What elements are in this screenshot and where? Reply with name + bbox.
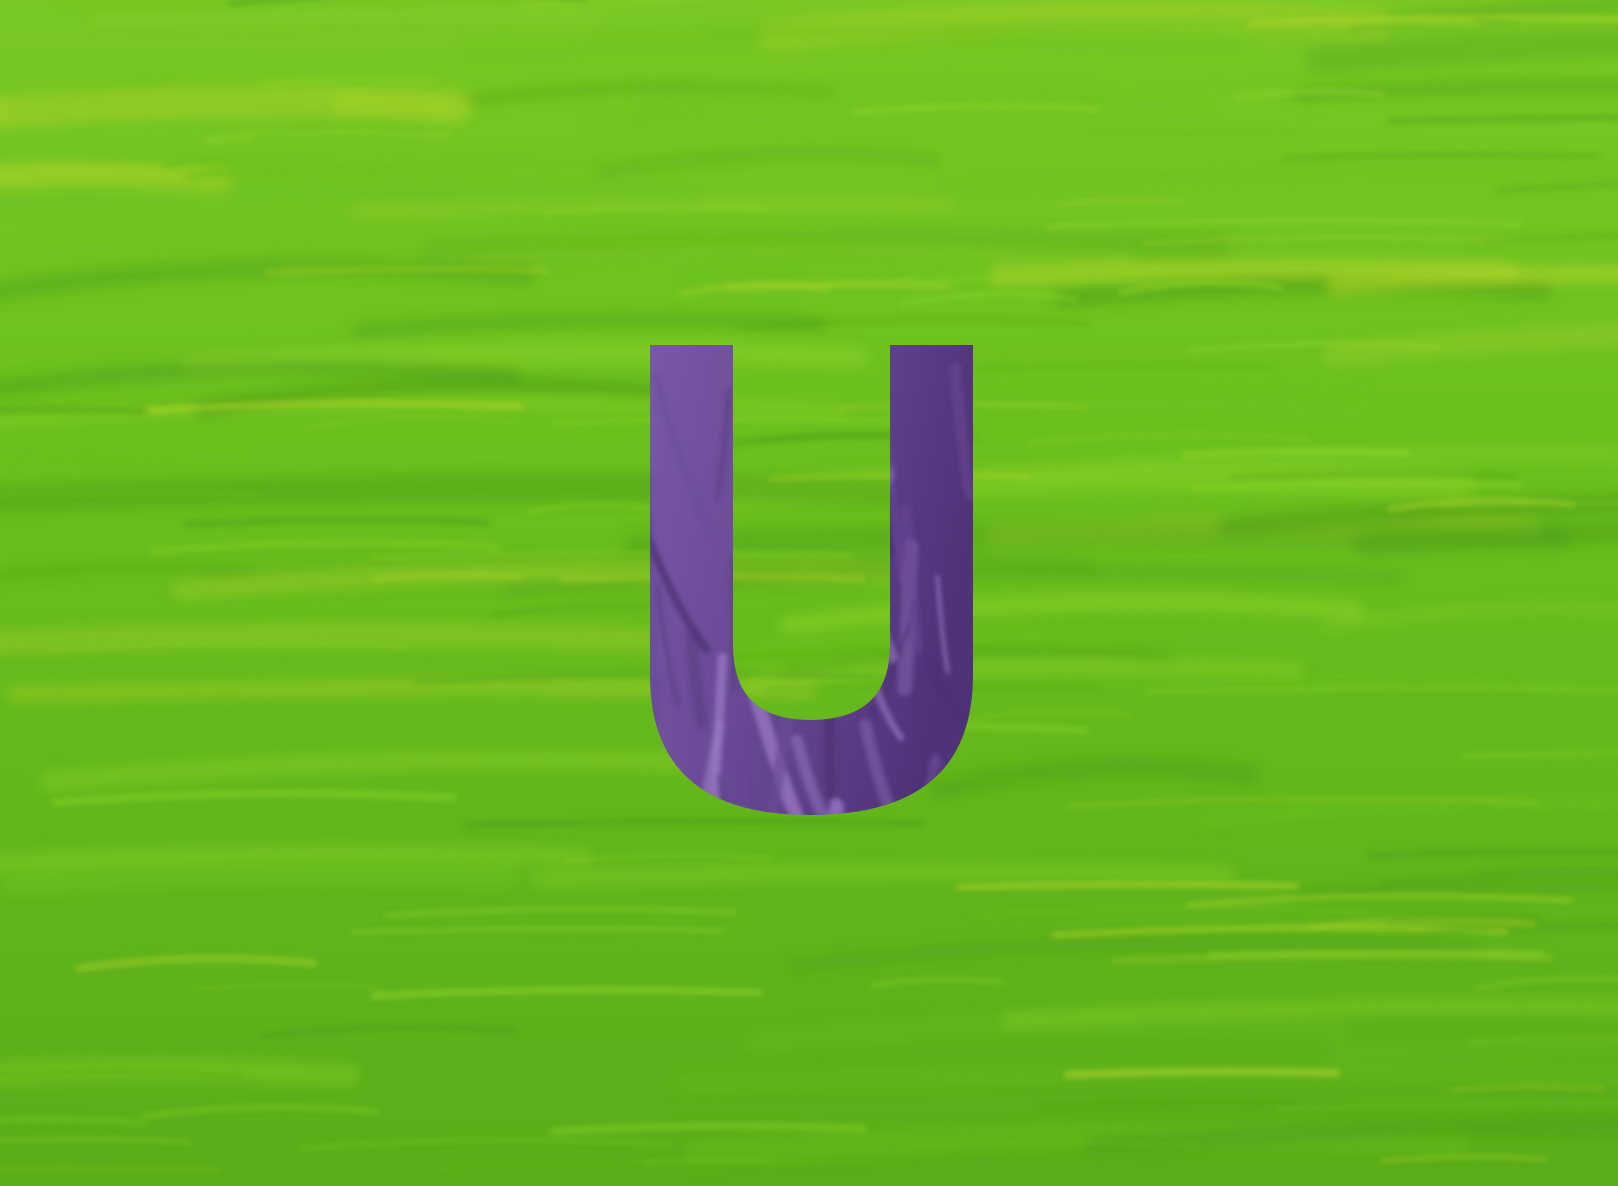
brush-stroke-fine (1210, 952, 1543, 955)
letter-texture-stroke (855, 457, 889, 592)
letter-texture-stroke (840, 467, 888, 556)
letter-texture-stroke (936, 769, 962, 825)
letter-texture-stroke (827, 594, 831, 795)
brush-stroke-fine (1465, 753, 1618, 756)
brush-stroke (16, 100, 325, 111)
brush-stroke-fine (0, 409, 148, 412)
letter-u-icon (640, 345, 980, 825)
letter-texture-stroke (836, 806, 837, 825)
brush-stroke-fine (1185, 452, 1408, 455)
letter-texture-stroke (814, 397, 858, 588)
letter-texture-stroke (640, 789, 658, 825)
letter-texture-stroke (644, 475, 651, 663)
brush-stroke (1334, 1045, 1618, 1052)
letter-texture-stroke (872, 435, 890, 554)
brush-stroke (0, 192, 694, 198)
brush-stroke-fine (1390, 118, 1618, 122)
letter-texture-stroke (640, 678, 660, 825)
letter-texture-stroke (764, 438, 774, 529)
letter-texture-stroke (683, 785, 684, 825)
brush-stroke (13, 871, 502, 882)
letter-texture-stroke (828, 474, 888, 580)
brush-stroke (538, 871, 1225, 879)
letter-u (640, 345, 980, 825)
letter-texture-stroke (858, 536, 892, 657)
letter-texture-stroke (767, 471, 820, 577)
